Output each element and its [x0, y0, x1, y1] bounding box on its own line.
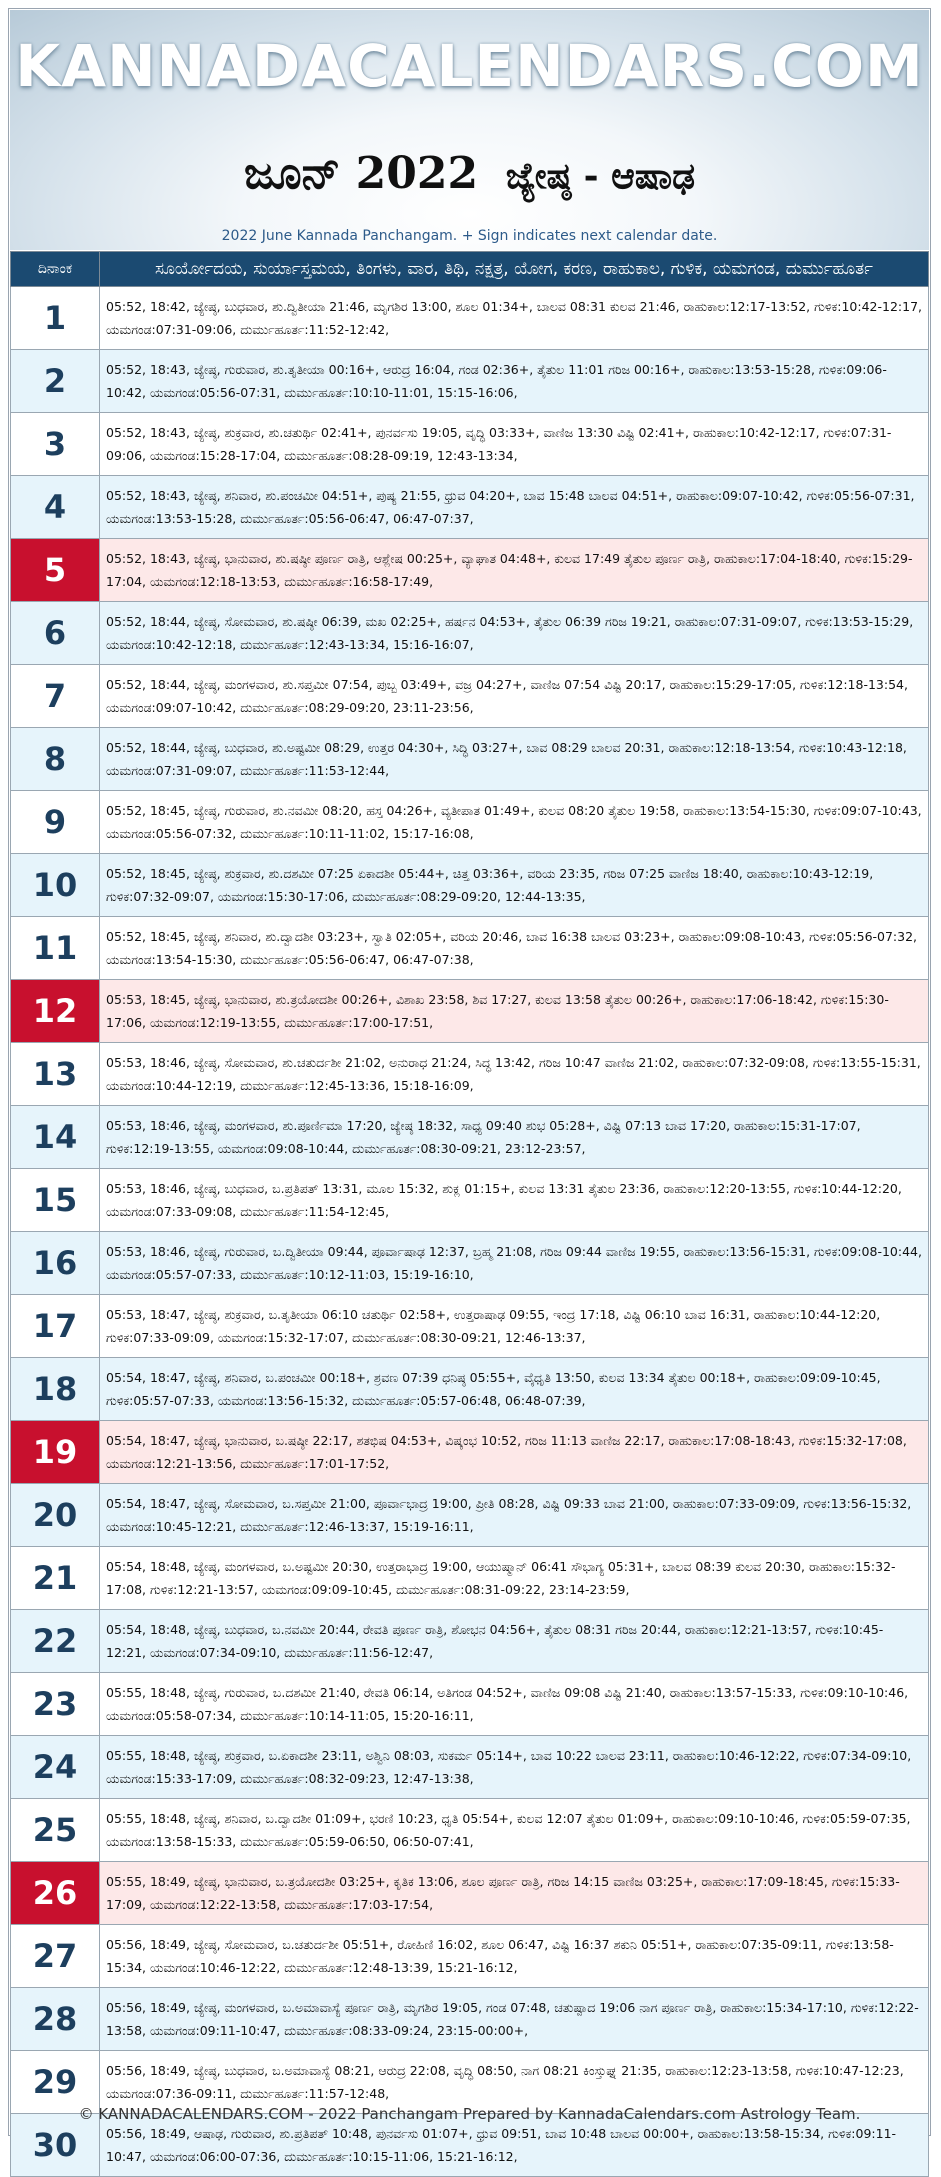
table-row	[11, 1736, 929, 1799]
day-number: 27	[11, 1925, 100, 1988]
day-details: 05:54, 18:47, ಜ್ಯೇಷ್ಠ, ಸೋಮವಾರ, ಬ.ಸಪ್ತಮೀ 21:00, ಪೂರ್ವಾಭಾದ್ರ 19:00, ಪ್ರೀತಿ 08:28, ವಿಷ್ಟಿ 09:33 ಬಾವ 21:00, ರಾಹುಕಾಲ:07:33-09:09, ಗುಳಿಕ:13:56-15:32, ಯಮಗಂಡ:10:45-12:21, ದುರ್ಮುಹೂರ್ತ:12:46-13:37, 15:19-16:11,	[100, 1484, 929, 1547]
day-number: 26	[11, 1862, 100, 1925]
day-details: 05:56, 18:49, ಜ್ಯೇಷ್ಠ, ಸೋಮವಾರ, ಬ.ಚತುರ್ದಶೀ 05:51+, ರೋಹಿಣಿ 16:02, ಶೂಲ 06:47, ವಿಷ್ಟಿ 16:37 ಶಕುನಿ 05:51+, ರಾಹುಕಾಲ:07:35-09:11, ಗುಳಿಕ:13:58-15:34, ಯಮಗಂಡ:10:46-12:22, ದುರ್ಮುಹೂರ್ತ:12:48-13:39, 15:21-16:12,	[100, 1925, 929, 1988]
day-details: 05:52, 18:43, ಜ್ಯೇಷ್ಠ, ಶನಿವಾರ, ಶು.ಪಂಚಮೀ 04:51+, ಪುಷ್ಯ 21:55, ಧ್ರುವ 04:20+, ಬಾವ 15:48 ಬಾಲವ 04:51+, ರಾಹುಕಾಲ:09:07-10:42, ಗುಳಿಕ:05:56-07:31, ಯಮಗಂಡ:13:53-15:28, ದುರ್ಮುಹೂರ್ತ:05:56-06:47, 06:47-07:37,	[100, 476, 929, 539]
day-details: 05:56, 18:49, ಜ್ಯೇಷ್ಠ, ಮಂಗಳವಾರ, ಬ.ಅಮಾವಾಸ್ಯೆ ಪೂರ್ಣ ರಾತ್ರಿ, ಮೃಗಶಿರ 19:05, ಗಂಡ 07:48, ಚತುಷ್ಪಾದ 19:06 ನಾಗ ಪೂರ್ಣ ರಾತ್ರಿ, ರಾಹುಕಾಲ:15:34-17:10, ಗುಳಿಕ:12:22-13:58, ಯಮಗಂಡ:09:11-10:47, ದುರ್ಮುಹೂರ್ತ:08:33-09:24, 23:15-00:00+,	[100, 1988, 929, 2051]
day-details: 05:55, 18:48, ಜ್ಯೇಷ್ಠ, ಶುಕ್ರವಾರ, ಬ.ಏಕಾದಶೀ 23:11, ಅಶ್ವಿನಿ 08:03, ಸುಕರ್ಮ 05:14+, ಬಾವ 10:22 ಬಾಲವ 23:11, ರಾಹುಕಾಲ:10:46-12:22, ಗುಳಿಕ:07:34-09:10, ಯಮಗಂಡ:15:33-17:09, ದುರ್ಮುಹೂರ್ತ:08:32-09:23, 12:47-13:38,	[100, 1736, 929, 1799]
day-number: 11	[11, 917, 100, 980]
table-row	[11, 1547, 929, 1610]
table-row	[11, 728, 929, 791]
day-details: 05:55, 18:48, ಜ್ಯೇಷ್ಠ, ಶನಿವಾರ, ಬ.ದ್ವಾದಶೀ 01:09+, ಭರಣಿ 10:23, ಧೃತಿ 05:54+, ಕುಲವ 12:07 ತೈತುಲ 01:09+, ರಾಹುಕಾಲ:09:10-10:46, ಗುಳಿಕ:05:59-07:35, ಯಮಗಂಡ:13:58-15:33, ದುರ್ಮುಹೂರ್ತ:05:59-06:50, 06:50-07:41,	[100, 1799, 929, 1862]
day-details: 05:52, 18:43, ಜ್ಯೇಷ್ಠ, ಶುಕ್ರವಾರ, ಶು.ಚತುರ್ಥಿ 02:41+, ಪುನರ್ವಸು 19:05, ವೃದ್ಧಿ 03:33+, ವಾಣಿಜ 13:30 ವಿಷ್ಟಿ 02:41+, ರಾಹುಕಾಲ:10:42-12:17, ಗುಳಿಕ:07:31-09:06, ಯಮಗಂಡ:15:28-17:04, ದುರ್ಮುಹೂರ್ತ:08:28-09:19, 12:43-13:34,	[100, 413, 929, 476]
day-number: 7	[11, 665, 100, 728]
day-details: 05:53, 18:46, ಜ್ಯೇಷ್ಠ, ಮಂಗಳವಾರ, ಶು.ಪೂರ್ಣಿಮಾ 17:20, ಜ್ಯೇಷ್ಠ 18:32, ಸಾಧ್ಯ 09:40 ಶುಭ 05:28+, ವಿಷ್ಟಿ 07:13 ಬಾವ 17:20, ರಾಹುಕಾಲ:15:31-17:07, ಗುಳಿಕ:12:19-13:55, ಯಮಗಂಡ:09:08-10:44, ದುರ್ಮುಹೂರ್ತ:08:30-09:21, 23:12-23:57,	[100, 1106, 929, 1169]
day-number: 25	[11, 1799, 100, 1862]
table-row	[11, 1043, 929, 1106]
table-row	[11, 1862, 929, 1925]
table-row	[11, 350, 929, 413]
day-details: 05:56, 18:49, ಜ್ಯೇಷ್ಠ, ಬುಧವಾರ, ಬ.ಅಮಾವಾಸ್ಯೆ 08:21, ಆರುದ್ರ 22:08, ವೃದ್ಧಿ 08:50, ನಾಗ 08:21 ಕಿಂಸ್ತುಘ್ನ 21:35, ರಾಹುಕಾಲ:12:23-13:58, ಗುಳಿಕ:10:47-12:23, ಯಮಗಂಡ:07:36-09:11, ದುರ್ಮುಹೂರ್ತ:11:57-12:48,	[100, 2051, 929, 2114]
day-details: 05:55, 18:48, ಜ್ಯೇಷ್ಠ, ಗುರುವಾರ, ಬ.ದಶಮೀ 21:40, ರೇವತಿ 06:14, ಅತಿಗಂಡ 04:52+, ವಾಣಿಜ 09:08 ವಿಷ್ಟಿ 21:40, ರಾಹುಕಾಲ:13:57-15:33, ಗುಳಿಕ:09:10-10:46, ಯಮಗಂಡ:05:58-07:34, ದುರ್ಮುಹೂರ್ತ:10:14-11:05, 15:20-16:11,	[100, 1673, 929, 1736]
table-row	[11, 602, 929, 665]
table-header-row	[11, 252, 929, 287]
table-row	[11, 476, 929, 539]
day-number: 29	[11, 2051, 100, 2114]
table-row	[11, 1925, 929, 1988]
day-number: 28	[11, 1988, 100, 2051]
table-row	[11, 980, 929, 1043]
day-number: 9	[11, 791, 100, 854]
day-number: 17	[11, 1295, 100, 1358]
subtitle: 2022 June Kannada Panchangam. + Sign indicates next calendar date.	[221, 228, 718, 244]
table-row	[11, 287, 929, 350]
day-number: 4	[11, 476, 100, 539]
day-details: 05:53, 18:47, ಜ್ಯೇಷ್ಠ, ಶುಕ್ರವಾರ, ಬ.ತೃತೀಯಾ 06:10 ಚತುರ್ಥಿ 02:58+, ಉತ್ತರಾಷಾಢ 09:55, ಇಂದ್ರ 17:18, ವಿಷ್ಟಿ 06:10 ಬಾವ 16:31, ರಾಹುಕಾಲ:10:44-12:20, ಗುಳಿಕ:07:33-09:09, ಯಮಗಂಡ:15:32-17:07, ದುರ್ಮುಹೂರ್ತ:08:30-09:21, 12:46-13:37,	[100, 1295, 929, 1358]
day-number: 20	[11, 1484, 100, 1547]
day-details: 05:52, 18:45, ಜ್ಯೇಷ್ಠ, ಶನಿವಾರ, ಶು.ದ್ವಾದಶೀ 03:23+, ಸ್ವಾತಿ 02:05+, ವರಿಯ 20:46, ಬಾವ 16:38 ಬಾಲವ 03:23+, ರಾಹುಕಾಲ:09:08-10:43, ಗುಳಿಕ:05:56-07:32, ಯಮಗಂಡ:13:54-15:30, ದುರ್ಮುಹೂರ್ತ:05:56-06:47, 06:47-07:38,	[100, 917, 929, 980]
day-number: 6	[11, 602, 100, 665]
day-details: 05:52, 18:43, ಜ್ಯೇಷ್ಠ, ಗುರುವಾರ, ಶು.ತೃತೀಯಾ 00:16+, ಆರುದ್ರ 16:04, ಗಂಡ 02:36+, ತೈತುಲ 11:01 ಗರಿಜ 00:16+, ರಾಹುಕಾಲ:13:53-15:28, ಗುಳಿಕ:09:06-10:42, ಯಮಗಂಡ:05:56-07:31, ದುರ್ಮುಹೂರ್ತ:10:10-11:01, 15:15-16:06,	[100, 350, 929, 413]
calendar-frame	[8, 8, 931, 2164]
lunar-months: ಜ್ಯೇಷ್ಠ - ಆಷಾಢ	[505, 155, 696, 197]
day-number: 24	[11, 1736, 100, 1799]
table-row	[11, 854, 929, 917]
day-number: 14	[11, 1106, 100, 1169]
day-number: 15	[11, 1169, 100, 1232]
site-title[interactable]: KANNADACALENDARS.COM	[15, 32, 924, 100]
day-details: 05:55, 18:49, ಜ್ಯೇಷ್ಠ, ಭಾನುವಾರ, ಬ.ತ್ರಯೋದಶೀ 03:25+, ಕೃತಿಕ 13:06, ಶೂಲ ಪೂರ್ಣ ರಾತ್ರಿ, ಗರಿಜ 14:15 ವಾಣಿಜ 03:25+, ರಾಹುಕಾಲ:17:09-18:45, ಗುಳಿಕ:15:33-17:09, ಯಮಗಂಡ:12:22-13:58, ದುರ್ಮುಹೂರ್ತ:17:03-17:54,	[100, 1862, 929, 1925]
day-details: 05:56, 18:49, ಆಷಾಢ, ಗುರುವಾರ, ಶು.ಪ್ರತಿಪತ್ 10:48, ಪುನರ್ವಸು 01:07+, ಧ್ರುವ 09:51, ಬಾವ 10:48 ಬಾಲವ 00:00+, ರಾಹುಕಾಲ:13:58-15:34, ಗುಳಿಕ:09:11-10:47, ಯಮಗಂಡ:06:00-07:36, ದುರ್ಮುಹೂರ್ತ:10:15-11:06, 15:21-16:12,	[100, 2114, 929, 2177]
day-number: 8	[11, 728, 100, 791]
day-details: 05:53, 18:46, ಜ್ಯೇಷ್ಠ, ಸೋಮವಾರ, ಶು.ಚತುರ್ದಶೀ 21:02, ಅನುರಾಧ 21:24, ಸಿದ್ಧ 13:42, ಗರಿಜ 10:47 ವಾಣಿಜ 21:02, ರಾಹುಕಾಲ:07:32-09:08, ಗುಳಿಕ:13:55-15:31, ಯಮಗಂಡ:10:44-12:19, ದುರ್ಮುಹೂರ್ತ:12:45-13:36, 15:18-16:09,	[100, 1043, 929, 1106]
day-details: 05:53, 18:46, ಜ್ಯೇಷ್ಠ, ಬುಧವಾರ, ಬ.ಪ್ರತಿಪತ್ 13:31, ಮೂಲ 15:32, ಶುಕ್ಲ 01:15+, ಕುಲವ 13:31 ತೈತುಲ 23:36, ರಾಹುಕಾಲ:12:20-13:55, ಗುಳಿಕ:10:44-12:20, ಯಮಗಂಡ:07:33-09:08, ದುರ್ಮುಹೂರ್ತ:11:54-12:45,	[100, 1169, 929, 1232]
day-details: 05:54, 18:48, ಜ್ಯೇಷ್ಠ, ಬುಧವಾರ, ಬ.ನವಮೀ 20:44, ರೇವತಿ ಪೂರ್ಣ ರಾತ್ರಿ, ಶೋಭನ 04:56+, ತೈತುಲ 08:31 ಗರಿಜ 20:44, ರಾಹುಕಾಲ:12:21-13:57, ಗುಳಿಕ:10:45-12:21, ಯಮಗಂಡ:07:34-09:10, ದುರ್ಮುಹೂರ್ತ:11:56-12:47,	[100, 1610, 929, 1673]
table-row	[11, 1988, 929, 2051]
day-number: 16	[11, 1232, 100, 1295]
table-row	[11, 917, 929, 980]
table-row	[11, 665, 929, 728]
day-details: 05:53, 18:45, ಜ್ಯೇಷ್ಠ, ಭಾನುವಾರ, ಶು.ತ್ರಯೋದಶೀ 00:26+, ವಿಶಾಖ 23:58, ಶಿವ 17:27, ಕುಲವ 13:58 ತೈತುಲ 00:26+, ರಾಹುಕಾಲ:17:06-18:42, ಗುಳಿಕ:15:30-17:06, ಯಮಗಂಡ:12:19-13:55, ದುರ್ಮುಹೂರ್ತ:17:00-17:51,	[100, 980, 929, 1043]
footer-copyright: © KANNADACALENDARS.COM - 2022 Panchangam Prepared by KannadaCalendars.com Astrology Team.	[78, 2105, 861, 2123]
panchangam-table	[10, 251, 929, 2177]
table-row	[11, 1358, 929, 1421]
table-row	[11, 1484, 929, 1547]
day-number: 22	[11, 1610, 100, 1673]
table-row	[11, 1610, 929, 1673]
day-number: 13	[11, 1043, 100, 1106]
day-details: 05:52, 18:44, ಜ್ಯೇಷ್ಠ, ಸೋಮವಾರ, ಶು.ಷಷ್ಠೀ 06:39, ಮಖ 02:25+, ಹರ್ಷನ 04:53+, ತೈತುಲ 06:39 ಗರಿಜ 19:21, ರಾಹುಕಾಲ:07:31-09:07, ಗುಳಿಕ:13:53-15:29, ಯಮಗಂಡ:10:42-12:18, ದುರ್ಮುಹೂರ್ತ:12:43-13:34, 15:16-16:07,	[100, 602, 929, 665]
day-details: 05:52, 18:45, ಜ್ಯೇಷ್ಠ, ಗುರುವಾರ, ಶು.ನವಮೀ 08:20, ಹಸ್ತ 04:26+, ವ್ಯತೀಪಾತ 01:49+, ಕುಲವ 08:20 ತೈತುಲ 19:58, ರಾಹುಕಾಲ:13:54-15:30, ಗುಳಿಕ:09:07-10:43, ಯಮಗಂಡ:05:56-07:32, ದುರ್ಮುಹೂರ್ತ:10:11-11:02, 15:17-16:08,	[100, 791, 929, 854]
day-number: 10	[11, 854, 100, 917]
header-details: ಸೂರ್ಯೋದಯ, ಸುರ್ಯಾಸ್ತಮಯ, ತಿಂಗಳು, ವಾರ, ತಿಥಿ, ನಕ್ಷತ್ರ, ಯೋಗ, ಕರಣ, ರಾಹುಕಾಲ, ಗುಳಿಕ, ಯಮಗಂಡ, ದುರ್ಮುಹೂರ್ತ	[100, 252, 929, 287]
day-number: 2	[11, 350, 100, 413]
day-number: 19	[11, 1421, 100, 1484]
day-number: 1	[11, 287, 100, 350]
table-row	[11, 1799, 929, 1862]
day-details: 05:53, 18:46, ಜ್ಯೇಷ್ಠ, ಗುರುವಾರ, ಬ.ದ್ವಿತೀಯಾ 09:44, ಪೂರ್ವಾಷಾಢ 12:37, ಬ್ರಹ್ಮ 21:08, ಗರಿಜ 09:44 ವಾಣಿಜ 19:55, ರಾಹುಕಾಲ:13:56-15:31, ಗುಳಿಕ:09:08-10:44, ಯಮಗಂಡ:05:57-07:33, ದುರ್ಮುಹೂರ್ತ:10:12-11:03, 15:19-16:10,	[100, 1232, 929, 1295]
day-details: 05:54, 18:47, ಜ್ಯೇಷ್ಠ, ಶನಿವಾರ, ಬ.ಪಂಚಮೀ 00:18+, ಶ್ರವಣ 07:39 ಧನಿಷ್ಠ 05:55+, ವೈಧೃತಿ 13:50, ಕುಲವ 13:34 ತೈತುಲ 00:18+, ರಾಹುಕಾಲ:09:09-10:45, ಗುಳಿಕ:05:57-07:33, ಯಮಗಂಡ:13:56-15:32, ದುರ್ಮುಹೂರ್ತ:05:57-06:48, 06:48-07:39,	[100, 1358, 929, 1421]
header-date: ದಿನಾಂಕ	[11, 252, 100, 287]
table-row	[11, 413, 929, 476]
month-title	[10, 148, 929, 199]
table-row	[11, 791, 929, 854]
day-number: 18	[11, 1358, 100, 1421]
day-details: 05:54, 18:48, ಜ್ಯೇಷ್ಠ, ಮಂಗಳವಾರ, ಬ.ಅಷ್ಟಮೀ 20:30, ಉತ್ತರಾಭಾದ್ರ 19:00, ಆಯುಷ್ಮಾನ್ 06:41 ಸೌಭಾಗ್ಯ 05:31+, ಬಾಲವ 08:39 ಕುಲವ 20:30, ರಾಹುಕಾಲ:15:32-17:08, ಗುಳಿಕ:12:21-13:57, ಯಮಗಂಡ:09:09-10:45, ದುರ್ಮುಹೂರ್ತ:08:31-09:22, 23:14-23:59,	[100, 1547, 929, 1610]
day-number: 5	[11, 539, 100, 602]
day-details: 05:52, 18:44, ಜ್ಯೇಷ್ಠ, ಮಂಗಳವಾರ, ಶು.ಸಪ್ತಮೀ 07:54, ಪುಬ್ಬ 03:49+, ವಜ್ರ 04:27+, ವಾಣಿಜ 07:54 ವಿಷ್ಟಿ 20:17, ರಾಹುಕಾಲ:15:29-17:05, ಗುಳಿಕ:12:18-13:54, ಯಮಗಂಡ:09:07-10:42, ದುರ್ಮುಹೂರ್ತ:08:29-09:20, 23:11-23:56,	[100, 665, 929, 728]
day-details: 05:54, 18:47, ಜ್ಯೇಷ್ಠ, ಭಾನುವಾರ, ಬ.ಷಷ್ಠೀ 22:17, ಶತಭಿಷ 04:53+, ವಿಷ್ಕಂಭ 10:52, ಗರಿಜ 11:13 ವಾಣಿಜ 22:17, ರಾಹುಕಾಲ:17:08-18:43, ಗುಳಿಕ:15:32-17:08, ಯಮಗಂಡ:12:21-13:56, ದುರ್ಮುಹೂರ್ತ:17:01-17:52,	[100, 1421, 929, 1484]
table-row	[11, 1169, 929, 1232]
table-row	[11, 539, 929, 602]
day-details: 05:52, 18:44, ಜ್ಯೇಷ್ಠ, ಬುಧವಾರ, ಶು.ಅಷ್ಟಮೀ 08:29, ಉತ್ತರ 04:30+, ಸಿದ್ಧಿ 03:27+, ಬಾವ 08:29 ಬಾಲವ 20:31, ರಾಹುಕಾಲ:12:18-13:54, ಗುಳಿಕ:10:43-12:18, ಯಮಗಂಡ:07:31-09:07, ದುರ್ಮುಹೂರ್ತ:11:53-12:44,	[100, 728, 929, 791]
day-number: 23	[11, 1673, 100, 1736]
day-number: 12	[11, 980, 100, 1043]
day-details: 05:52, 18:42, ಜ್ಯೇಷ್ಠ, ಬುಧವಾರ, ಶು.ದ್ವಿತೀಯಾ 21:46, ಮೃಗಶಿರ 13:00, ಶೂಲ 01:34+, ಬಾಲವ 08:31 ಕುಲವ 21:46, ರಾಹುಕಾಲ:12:17-13:52, ಗುಳಿಕ:10:42-12:17, ಯಮಗಂಡ:07:31-09:06, ದುರ್ಮುಹೂರ್ತ:11:52-12:42,	[100, 287, 929, 350]
day-number: 3	[11, 413, 100, 476]
day-number: 30	[11, 2114, 100, 2177]
table-row	[11, 1106, 929, 1169]
table-row	[11, 1421, 929, 1484]
table-row	[11, 1673, 929, 1736]
table-row	[11, 1232, 929, 1295]
month-year: ಜೂನ್ 2022	[243, 148, 479, 199]
day-details: 05:52, 18:45, ಜ್ಯೇಷ್ಠ, ಶುಕ್ರವಾರ, ಶು.ದಶಮೀ 07:25 ಏಕಾದಶೀ 05:44+, ಚಿತ್ತ 03:36+, ವರಿಯ 23:35, ಗರಿಜ 07:25 ವಾಣಿಜ 18:40, ರಾಹುಕಾಲ:10:43-12:19, ಗುಳಿಕ:07:32-09:07, ಯಮಗಂಡ:15:30-17:06, ದುರ್ಮುಹೂರ್ತ:08:29-09:20, 12:44-13:35,	[100, 854, 929, 917]
table-row	[11, 1295, 929, 1358]
day-details: 05:52, 18:43, ಜ್ಯೇಷ್ಠ, ಭಾನುವಾರ, ಶು.ಷಷ್ಠೀ ಪೂರ್ಣ ರಾತ್ರಿ, ಆಶ್ಲೇಷ 00:25+, ವ್ಯಾಘಾತ 04:48+, ಕುಲವ 17:49 ತೈತುಲ ಪೂರ್ಣ ರಾತ್ರಿ, ರಾಹುಕಾಲ:17:04-18:40, ಗುಳಿಕ:15:29-17:04, ಯಮಗಂಡ:12:18-13:53, ದುರ್ಮುಹೂರ್ತ:16:58-17:49,	[100, 539, 929, 602]
day-number: 21	[11, 1547, 100, 1610]
header-banner	[10, 10, 929, 250]
